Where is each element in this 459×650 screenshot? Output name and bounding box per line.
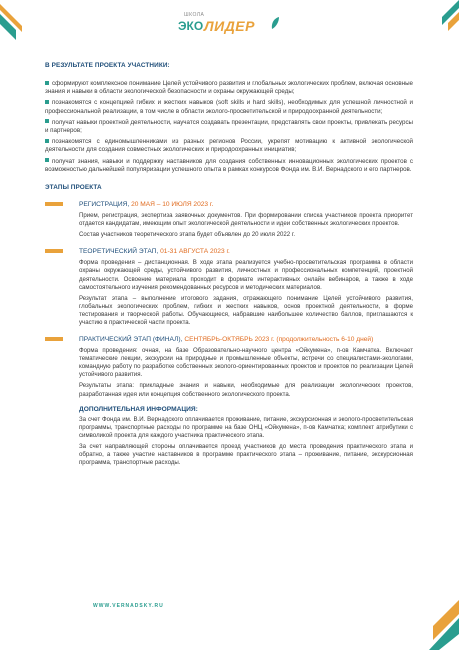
stage-theoretical — [45, 247, 413, 327]
footer-website-link[interactable]: WWW.VERNADSKY.RU — [93, 603, 164, 609]
bullet-square-icon — [45, 139, 49, 143]
stages-heading: ЭТАПЫ ПРОЕКТА — [45, 184, 102, 192]
stage-registration — [45, 200, 413, 239]
results-item: познакомятся с единомышленниками из разных регионов России, укрепят мотивацию к активной экологической деятельности для создания совместных экологических и природоохранных инициатив; — [45, 138, 413, 154]
stage-body: Форма проведения: очная, на базе Образовательно-научного центра «Ойкумена», п-ов Камчатка. Включает тематические лекции, экскурсии на природные и промышленные объекты, встречи со специалистами-экологами, командную работу по разработке собственных эколого-ориентированных проектов и проектов по реализации Целей устойчивого развития. Результаты этапа: прикладные знания и навыки, необходимые для реализации экологических проектов, разработанная идея или концепция собственного экологического проекта. — [79, 347, 413, 398]
results-item: получат навыки проектной деятельности, научатся создавать презентации, представлять свои проекты, привлекать ресурсы и партнеров; — [45, 118, 413, 135]
stage-heading: РЕГИСТРАЦИЯ, 20 МАЯ – 10 ИЮЛЯ 2023 г. — [79, 201, 214, 209]
bullet-square-icon — [45, 158, 49, 162]
eko-lider-logo — [176, 12, 286, 38]
results-item: получат знания, навыки и поддержку наставников для создания собственных инновационных экологических проектов с возможностью дальнейшей популяризации успешного опыта в рамках конкурсов Фонда им. В.И. Вернадского и его партнеров. — [45, 157, 413, 173]
bullet-square-icon — [45, 119, 49, 123]
top-right-corner-decoration — [430, 0, 459, 40]
top-left-corner-decoration — [0, 0, 30, 40]
stage-marker-bar — [45, 249, 63, 253]
stage-heading: ТЕОРЕТИЧЕСКИЙ ЭТАП, 01-31 АВГУСТА 2023 г. — [79, 248, 230, 256]
stage-body: Прием, регистрация, экспертиза заявочных документов. При формировании списка участников проекта приоритет отдается кандидатам, имеющим опыт экологической деятельности и идеи собственных экологических проектов. Состав участников теоретического этапа будет объявлен до 20 июля 2022 г. — [79, 212, 413, 239]
leaf-icon — [270, 16, 280, 30]
results-item: познакомятся с концепцией гибких и жестких навыков (soft skills и hard skills), необходимых для успешной личностной и профессиональной реализации, в том числе в области эколого-просветительской и природоохранной деятельности; — [45, 99, 413, 115]
stage-marker-bar — [45, 202, 63, 206]
bullet-square-icon — [45, 100, 49, 104]
stage-heading: ПРАКТИЧЕСКИЙ ЭТАП (ФИНАЛ), СЕНТЯБРЬ-ОКТЯБРЬ 2023 г. (продолжительность 6-10 дней) — [79, 336, 374, 344]
extra-info-heading: ДОПОЛНИТЕЛЬНАЯ ИНФОРМАЦИЯ: — [79, 405, 198, 413]
bottom-right-corner-decoration — [425, 590, 459, 650]
extra-info-body: За счет Фонда им. В.И. Вернадского оплачивается проживание, питание, экскурсионная и эколого-просветительская программы, транспортные расходы по программе на базе ОНЦ «Ойкумена», п-ов Камчатка; комплект атрибутики с символикой проекта для каждого участника практического этапа. За счет направляющей стороны оплачивается проезд участников до места проведения практического этапа и обратно, а также участие наставников в программе практического этапа – проживание, питание, экскурсионная программа, транспортные расходы. — [79, 415, 413, 467]
stage-body: Форма проведения – дистанционная. В ходе этапа реализуется учебно-просветительская программа в области охраны окружающей среды, устойчивого развития, личностных и профессиональных компетенций, проектной деятельности. Освоение материала проходит в формате интерактивных онлайн вебинаров, а также в ходе самостоятельного изучения рекомендованных ресурсов и методических материалов. Результат этапа – выполнение итогового задания, отражающего понимание Целей устойчивого развития, глобальных экологических проблем, гибких и жестких навыков, основ проектной деятельности, в форме тестирования и творческой работы. Обучающиеся, набравшие наибольшее количество баллов, приглашаются к участию в практической части проекта. — [79, 259, 413, 326]
results-list — [45, 80, 413, 174]
stage-marker-bar — [45, 337, 63, 341]
logo-lider-text: ЛИДЕР — [204, 18, 255, 34]
results-heading: В РЕЗУЛЬТАТЕ ПРОЕКТА УЧАСТНИКИ: — [45, 62, 170, 69]
logo-school-text: ШКОЛА — [184, 12, 205, 18]
results-item: сформируют комплексное понимание Целей устойчивого развития и глобальных экологических проблем, включая основные знания и навыки в области экологической безопасности и охраны окружающей среды; — [45, 80, 413, 96]
document-content — [45, 62, 413, 470]
bullet-square-icon — [45, 81, 49, 85]
stage-practical — [45, 335, 413, 399]
logo-eko-text: ЭКО — [178, 19, 204, 33]
